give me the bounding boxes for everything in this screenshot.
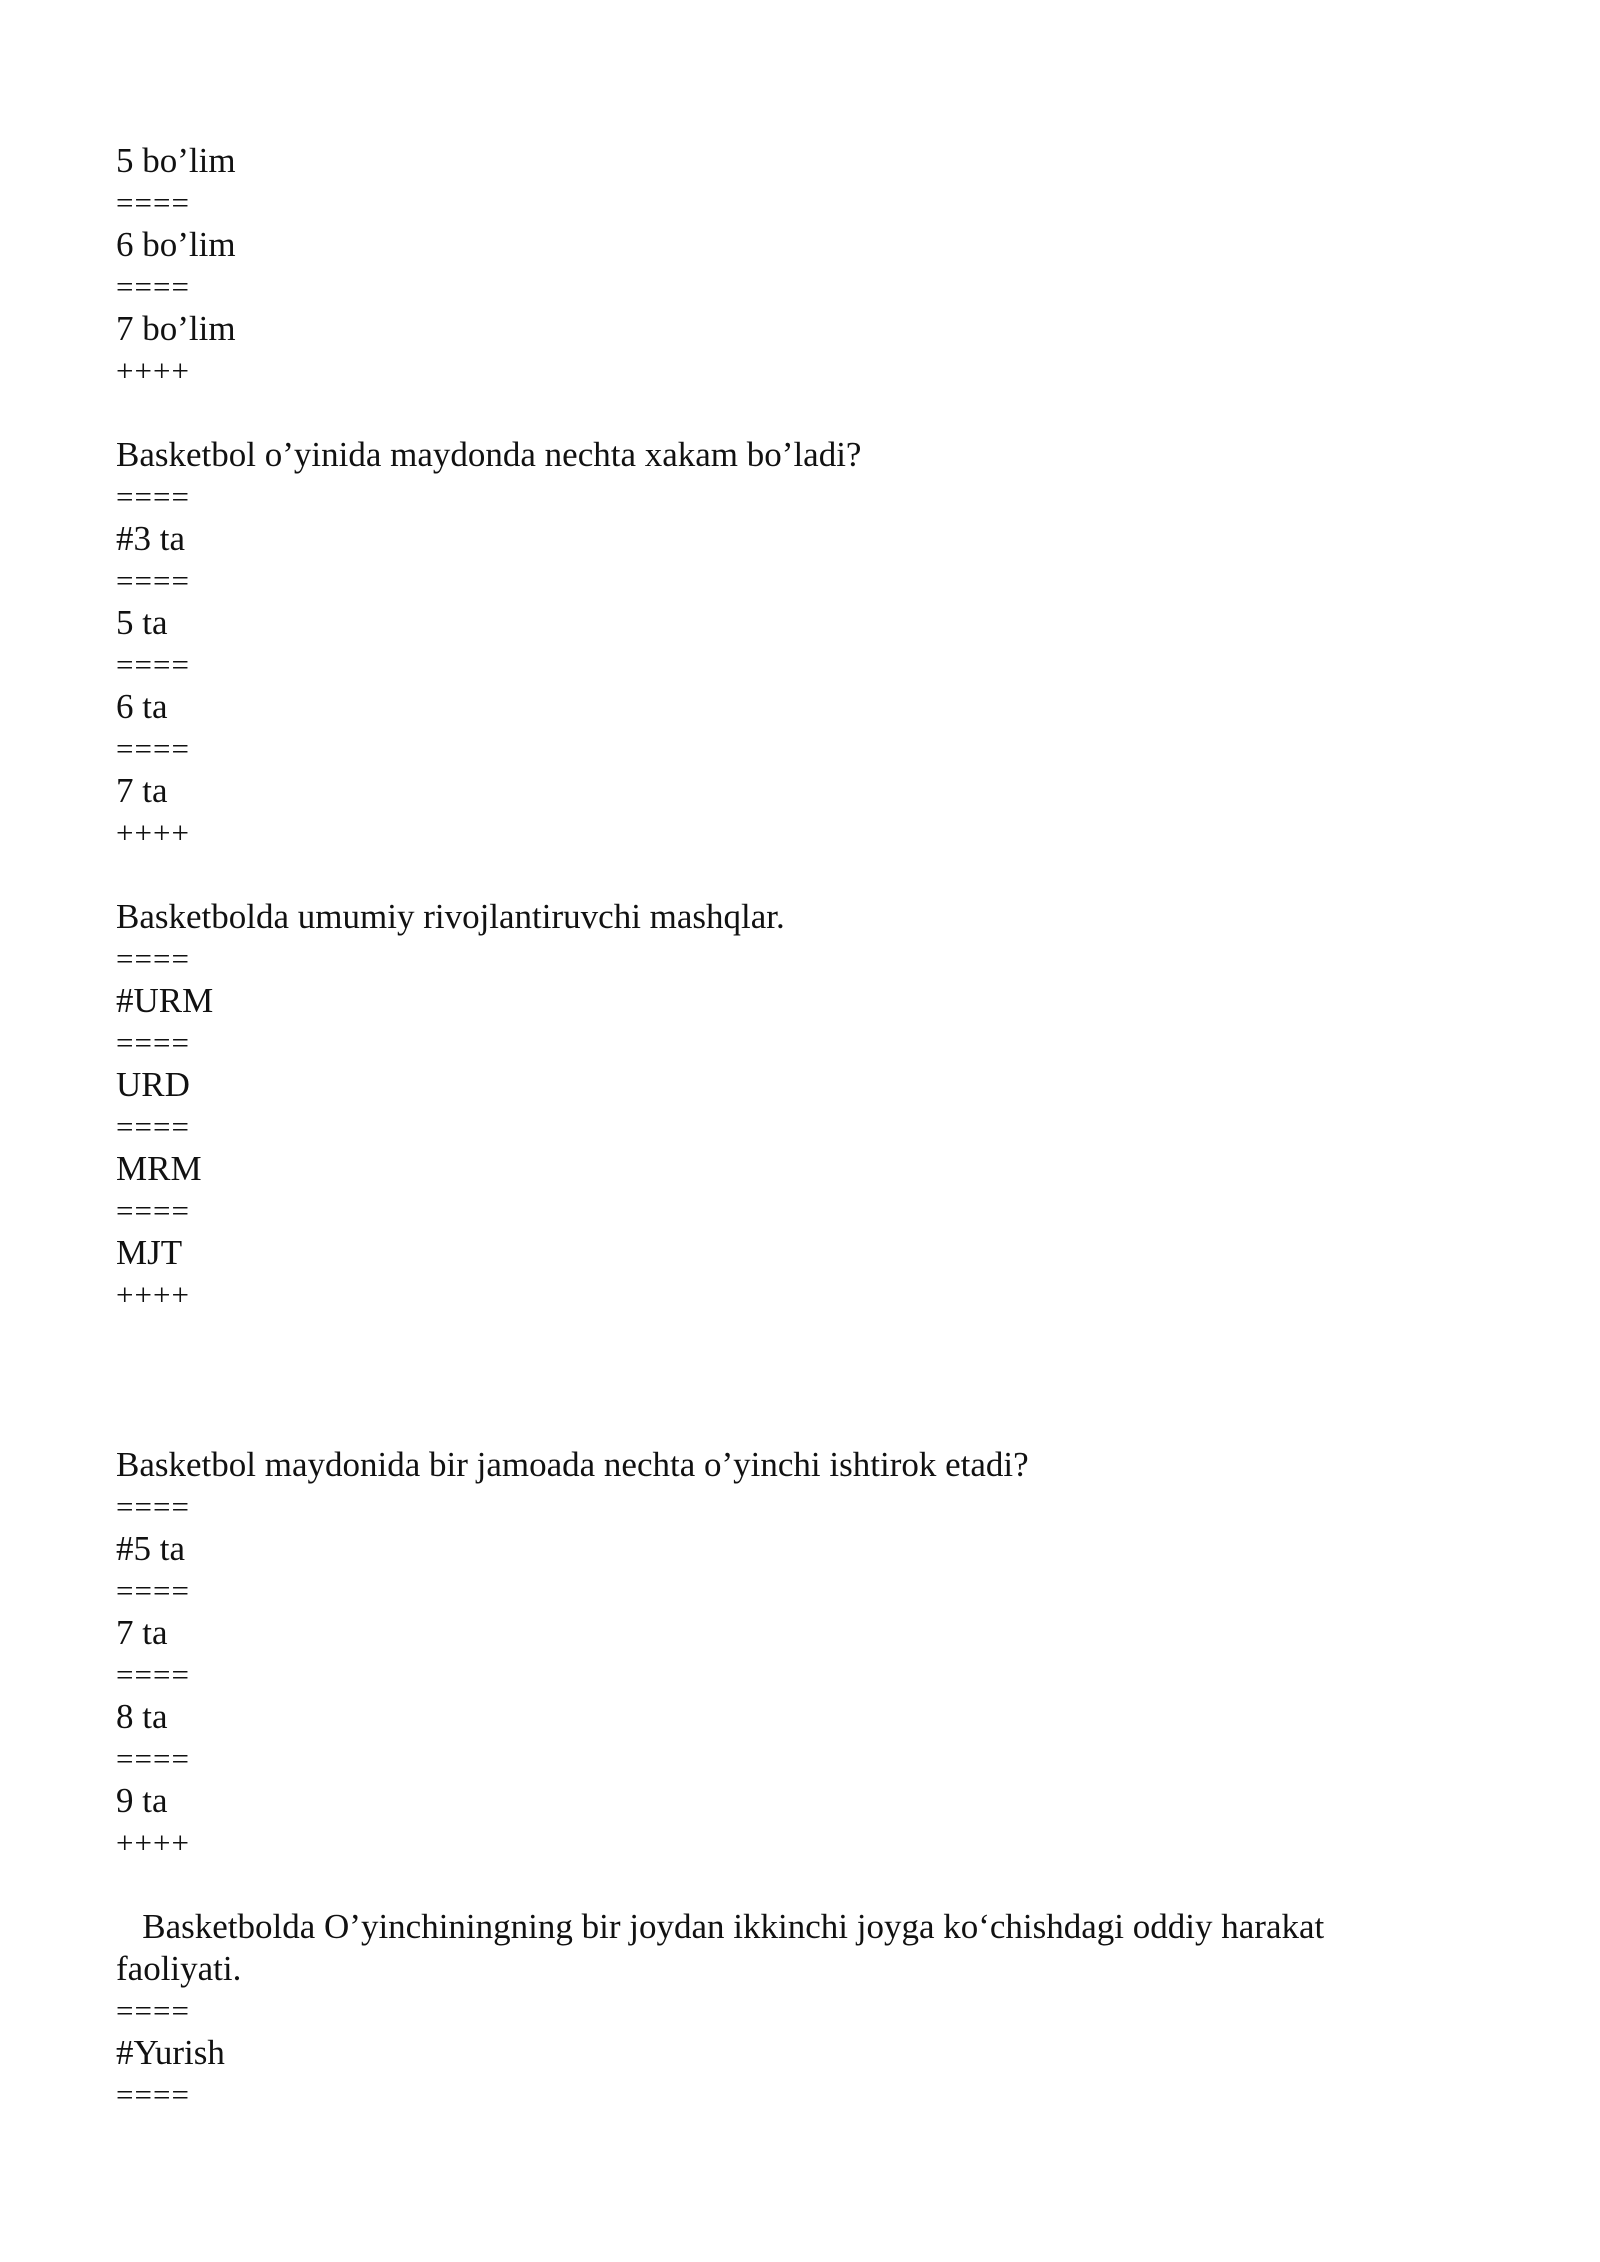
answer-option: 7 bo’lim xyxy=(116,309,236,348)
separator-equals: ==== xyxy=(116,941,190,976)
separator-plus: ++++ xyxy=(116,353,190,388)
question-text: Basketbol o’yinida maydonda nechta xakam bo’ladi? xyxy=(116,435,862,474)
answer-option: MRM xyxy=(116,1149,202,1188)
spacer xyxy=(116,854,1496,896)
spacer xyxy=(116,392,1496,434)
separator-plus: ++++ xyxy=(116,1825,190,1860)
separator-equals: ==== xyxy=(116,479,190,514)
separator-equals: ==== xyxy=(116,1489,190,1524)
answer-option: 6 ta xyxy=(116,687,168,726)
document-page xyxy=(116,140,1496,2116)
separator-equals: ==== xyxy=(116,269,190,304)
question-text: Basketbolda O’yinchiningning bir joydan ikkinchi joyga ko‘chishdagi oddiy harakat faoliyati. xyxy=(116,1907,1333,1988)
separator-equals: ==== xyxy=(116,1109,190,1144)
answer-option: 7 ta xyxy=(116,1613,168,1652)
answer-option: 9 ta xyxy=(116,1781,168,1820)
answer-option: URD xyxy=(116,1065,190,1104)
separator-plus: ++++ xyxy=(116,1277,190,1312)
separator-plus: ++++ xyxy=(116,815,190,850)
separator-equals: ==== xyxy=(116,1741,190,1776)
answer-option: #3 ta xyxy=(116,519,186,558)
answer-option: MJT xyxy=(116,1233,183,1272)
answer-option: #5 ta xyxy=(116,1529,186,1568)
spacer xyxy=(116,1316,1496,1444)
separator-equals: ==== xyxy=(116,185,190,220)
answer-option: 8 ta xyxy=(116,1697,168,1736)
separator-equals: ==== xyxy=(116,1193,190,1228)
separator-equals: ==== xyxy=(116,731,190,766)
question-text: Basketbol maydonida bir jamoada nechta o’yinchi ishtirok etadi? xyxy=(116,1445,1029,1484)
separator-equals: ==== xyxy=(116,1025,190,1060)
separator-equals: ==== xyxy=(116,1993,190,2028)
separator-equals: ==== xyxy=(116,1657,190,1692)
separator-equals: ==== xyxy=(116,2077,190,2112)
answer-option: 7 ta xyxy=(116,771,168,810)
spacer xyxy=(116,1864,1496,1906)
answer-option: #Yurish xyxy=(116,2033,225,2072)
separator-equals: ==== xyxy=(116,563,190,598)
answer-option: 5 ta xyxy=(116,603,168,642)
separator-equals: ==== xyxy=(116,647,190,682)
answer-option: #URM xyxy=(116,981,214,1020)
question-text: Basketbolda umumiy rivojlantiruvchi mashqlar. xyxy=(116,897,785,936)
separator-equals: ==== xyxy=(116,1573,190,1608)
answer-option: 6 bo’lim xyxy=(116,225,236,264)
answer-option: 5 bo’lim xyxy=(116,141,236,180)
